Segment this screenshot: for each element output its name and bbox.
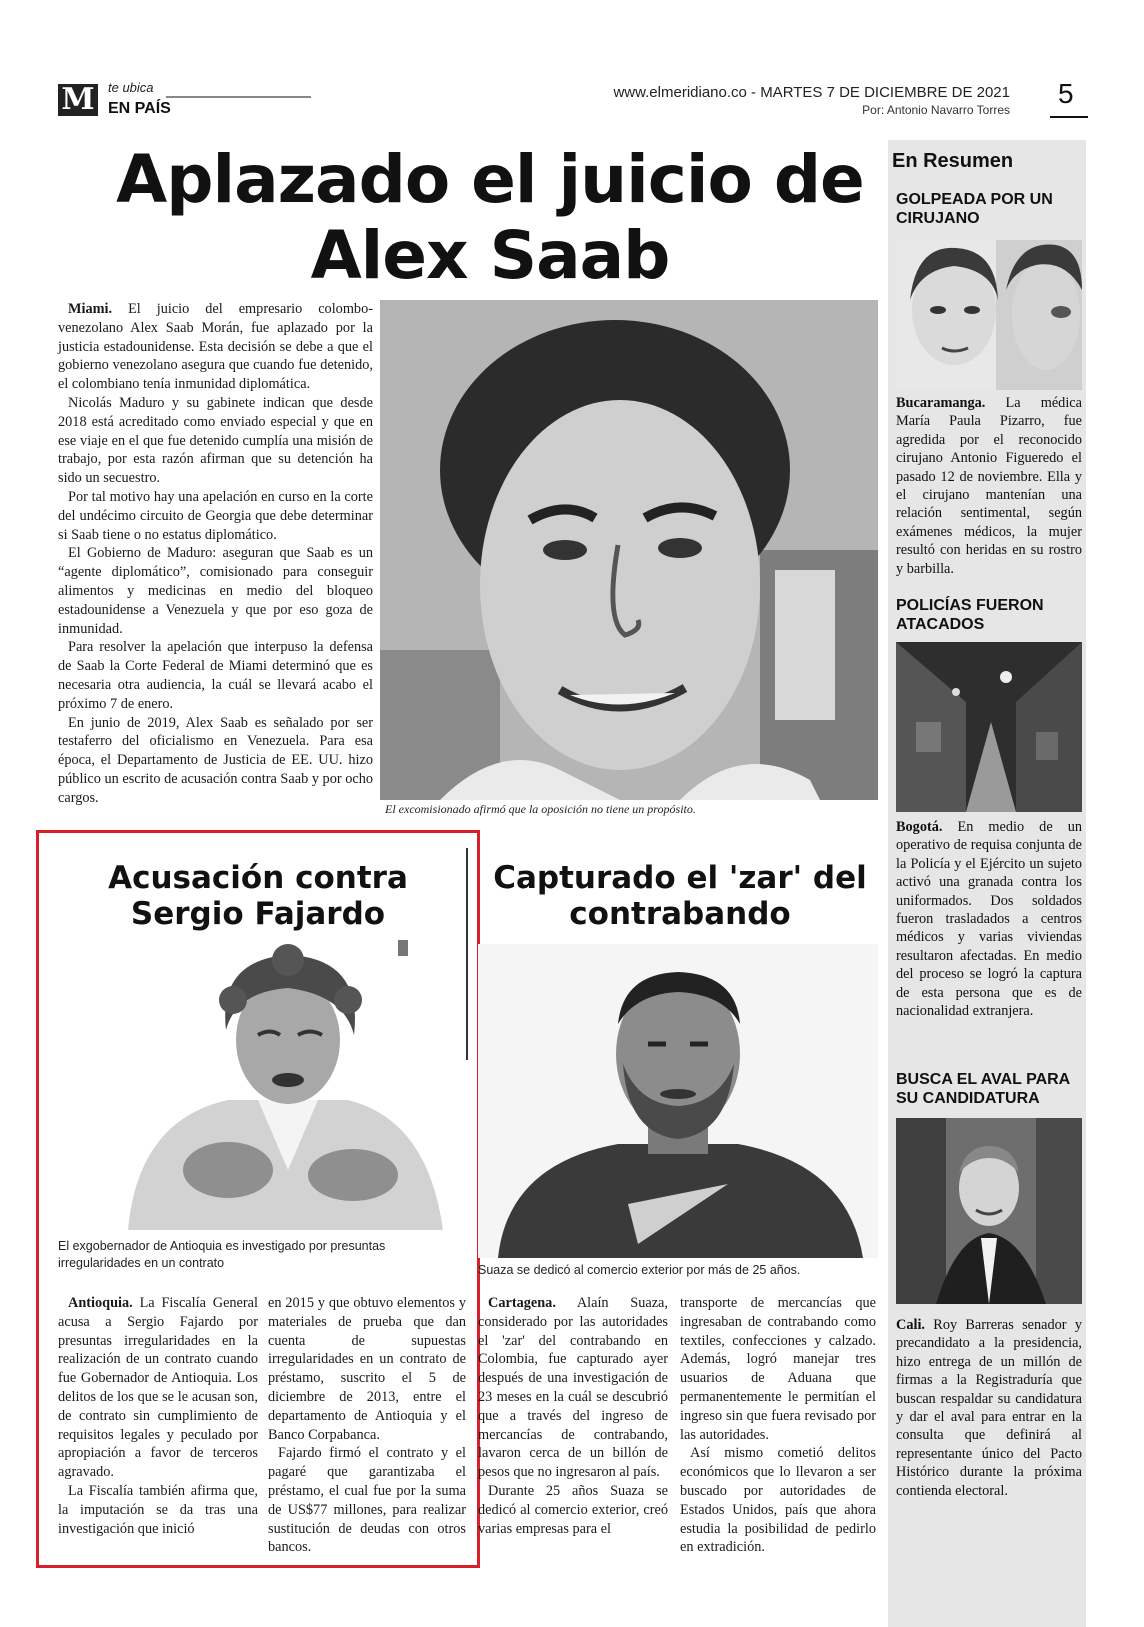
sidebar-photo-2 (896, 642, 1082, 812)
sidebar-headline-2: POLICÍAS FUERON ATACADOS (896, 597, 1044, 633)
zar-photo-caption: Suaza se dedicó al comercio exterior por más de 25 años. (478, 1263, 801, 1277)
main-paragraph-3: Por tal motivo hay una apelación en curso en la corte del undécimo circuito de Georgia que debe determinar si Saab tiene o no estatus diplomático. (58, 488, 373, 543)
header-date-line: www.elmeridiano.co - MARTES 7 DE DICIEMBRE DE 2021 (613, 84, 1010, 101)
sidebar-photo-3 (896, 1118, 1082, 1304)
fajardo-photo-caption: El exgobernador de Antioquia es investigado por presuntas irregularidades en un contrato (58, 1239, 386, 1270)
zar-paragraph-4: Así mismo cometió delitos económicos que lo llevaron a ser buscado por autoridades de Estados Unidos, país que ahora estudia la posibilidad de pedirlo en extradición. (680, 1445, 876, 1556)
fajardo-headline: Acusación contra Sergio Fajardo (108, 860, 408, 932)
zar-paragraph-3: transporte de mercancías que ingresaban de contrabando como textiles, confecciones y calzado. Además, logró manejar tres usuarios de Aduana que permanentemente le permitían el ingreso sin que fuera revisado por las autoridades. (680, 1295, 876, 1443)
zar-headline: Capturado el 'zar' del contrabando (493, 860, 867, 932)
fajardo-paragraph-4: Fajardo firmó el contrato y el pagaré que garantizaba el préstamo, el cual fue por la suma de US$77 millones, para realizar sustitución de deudas con otros bancos. (268, 1445, 466, 1556)
section-kicker: te ubica (108, 80, 154, 95)
fajardo-paragraph-2: La Fiscalía también afirma que, la imputación se da tras una investigación que inició (58, 1482, 258, 1537)
main-paragraph-5: Para resolver la apelación que interpuso la defensa de Saab la Corte Federal de Miami determinó que es necesaria otra audiencia, la cuál se llevará acabo el próximo 7 de enero. (58, 639, 373, 712)
zar-column-1 (478, 1294, 668, 1538)
main-headline: Aplazado el juicio de Alex Saab (116, 141, 864, 294)
zar-column-2 (680, 1294, 876, 1557)
main-paragraph-6: En junio de 2019, Alex Saab es señalado por ser testaferro del oficialismo en Venezuela. Para esa época, el Departamento de Justicia de EE. UU. hizo público un escrito de acusación contra Saab y por ocho cargos. (58, 714, 373, 806)
newspaper-logo: M (58, 84, 98, 116)
sidebar-photo-1 (896, 240, 1082, 390)
header-divider (166, 96, 311, 98)
fajardo-dateline: Antioquia. (68, 1295, 133, 1311)
page-number-underline (1050, 116, 1088, 118)
main-paragraph-4: El Gobierno de Maduro: aseguran que Saab es un “agente diplomático”, comisionado para conseguir alimentos y medicinas en medio del bloqueo estadounidense a Venezuela y que por eso goza de inmunidad. (58, 545, 373, 637)
sidebar-title: En Resumen (892, 150, 1014, 172)
fajardo-column-2 (268, 1294, 466, 1557)
fajardo-photo (108, 940, 458, 1230)
main-article-body (58, 300, 373, 808)
zar-paragraph-2: Durante 25 años Suaza se dedicó al comercio exterior, creó varias empresas para el (478, 1482, 668, 1537)
fajardo-paragraph-3: en 2015 y que obtuvo elementos y materiales de prueba que dan cuenta de supuestas irregularidades en un contrato de préstamo, suscrito el 5 de diciembre de 2013, entre el departamento de Antioquia y el Banco Corpabanca. (268, 1295, 466, 1443)
main-paragraph-1: Miami. El juicio del empresario colombo-venezolano Alex Saab Morán, fue aplazado por la justicia estadounidense. Esta decisión se debe a que el gobierno venezolano asegura que cuando fue detenido, el colombiano tenía inmunidad diplomática. (58, 301, 373, 393)
sidebar-headline-3: BUSCA EL AVAL PARA SU CANDIDATURA (896, 1071, 1070, 1107)
main-dateline: Miami. (68, 301, 113, 317)
sidebar-text-3: Cali. Roy Barreras senador y precandidato a la presidencia, hizo entrega de un millón de firmas a la Registraduría que buscan respaldar su candidatura y dar el aval para entrar en la consulta que definirá al representante único del Pacto Histórico durante la próxima contienda electoral. (896, 1317, 1082, 1499)
header-byline: Por: Antonio Navarro Torres (862, 103, 1010, 117)
sidebar-text-1: Bucaramanga. La médica María Paula Pizarro, fue agredida por el reconocido cirujano Antonio Figueredo el pasado 12 de noviembre. Ella y el cirujano mantenían una relación sentimental, según exámenes médicos, la mujer resultó con heridas en su rostro y barbilla. (896, 395, 1082, 577)
main-paragraph-2: Nicolás Maduro y su gabinete indican que desde 2018 está acreditado como enviado especial y que en ese viaje en el que fue detenido cumplía una misión de trabajo, por esta razón afirman que su detención ha sido un secuestro. (58, 394, 373, 487)
sidebar-text-2: Bogotá. En medio de un operativo de requisa conjunta de la Policía y el Ejército un sujeto activó una granada contra los uniformados. Dos soldados fueron trasladados a centros médicos y varias viviendas resultaron afectadas. En medio del proceso se logró la captura de esta persona que es de nacionalidad extranjera. (896, 819, 1082, 1020)
main-article-photo (380, 300, 878, 800)
zar-dateline: Cartagena. (488, 1295, 556, 1311)
section-name: EN PAÍS (108, 100, 171, 117)
zar-paragraph-1: Cartagena. Alaín Suaza, considerado por las autoridades el 'zar' del contrabando en Colombia, fue capturado ayer después de una investigación de 23 meses en la cuál se descubrió que a través del ingreso de mercancías de contrabando, lavaron cerca de un billón de pesos que no ingresaron al país. (478, 1295, 668, 1481)
page-number: 5 (1058, 78, 1074, 109)
column-divider (466, 848, 468, 1060)
fajardo-paragraph-1: Antioquia. La Fiscalía General acusa a Sergio Fajardo por presuntas irregularidades en la realización de un contrato cuando fue Gobernador de Antioquia. Los delitos de los que se le acusan son, de contrato sin cumplimiento de requisitos legales y peculado por apropiación a favor de terceros agravado. (58, 1295, 258, 1481)
zar-photo (478, 944, 878, 1258)
main-photo-caption: El excomisionado afirmó que la oposición no tiene un propósito. (385, 802, 696, 816)
sidebar-headline-1: GOLPEADA POR UN CIRUJANO (896, 191, 1053, 227)
fajardo-column-1 (58, 1294, 258, 1538)
